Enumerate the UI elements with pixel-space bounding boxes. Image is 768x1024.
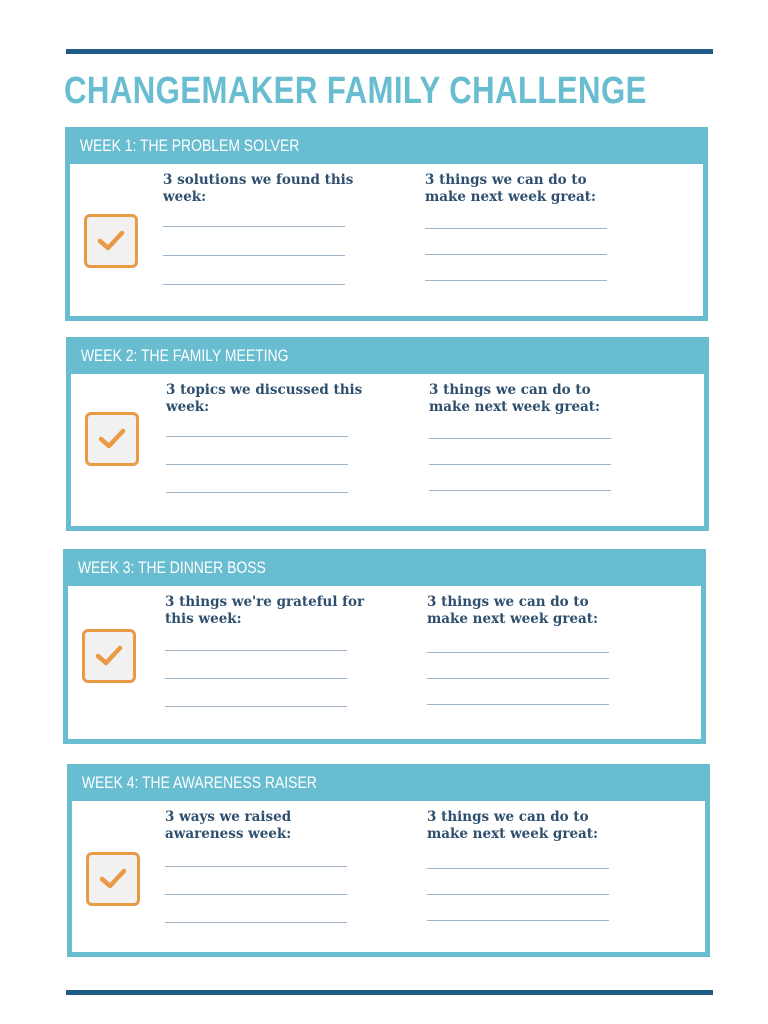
week-4-right-label: 3 things we can do to make next week great:: [427, 809, 599, 842]
write-in-line[interactable]: [165, 650, 347, 651]
week-3-right-label: 3 things we can do to make next week great:: [427, 594, 599, 627]
checkmark-icon: [97, 229, 125, 253]
week-2-card: [66, 337, 709, 531]
write-in-line[interactable]: [427, 920, 609, 921]
week-1-left-column: [163, 172, 363, 206]
week-2-checkbox[interactable]: [85, 412, 139, 466]
week-2-right-label: 3 things we can do to make next week great:: [429, 382, 601, 415]
write-in-line[interactable]: [427, 678, 609, 679]
week-1-left-label: 3 solutions we found this week:: [163, 172, 354, 205]
write-in-line[interactable]: [165, 866, 347, 867]
checkmark-icon: [99, 867, 127, 891]
write-in-line[interactable]: [427, 894, 609, 895]
week-2-header: WEEK 2: THE FAMILY MEETING: [80, 346, 289, 365]
week-1-header: WEEK 1: THE PROBLEM SOLVER: [79, 136, 300, 155]
week-2-left-label: 3 topics we discussed this week:: [166, 382, 363, 415]
week-4-left-label: 3 ways we raised awareness week:: [165, 809, 292, 842]
week-4-header: WEEK 4: THE AWARENESS RAISER: [81, 773, 317, 792]
week-3-left-label: 3 things we're grateful for this week:: [165, 594, 365, 627]
week-4-checkbox[interactable]: [86, 852, 140, 906]
write-in-line[interactable]: [165, 706, 347, 707]
write-in-line[interactable]: [429, 438, 611, 439]
write-in-line[interactable]: [166, 464, 348, 465]
week-2-body: [71, 374, 704, 526]
write-in-line[interactable]: [425, 254, 607, 255]
week-4-card: [67, 764, 710, 957]
write-in-line[interactable]: [163, 226, 345, 227]
checkmark-icon: [95, 644, 123, 668]
week-3-right-column: [427, 594, 627, 628]
write-in-line[interactable]: [165, 678, 347, 679]
bottom-divider: [66, 990, 713, 995]
week-1-right-column: [425, 172, 625, 206]
week-4-right-column: [427, 809, 627, 843]
write-in-line[interactable]: [165, 894, 347, 895]
page-title: CHANGEMAKER FAMILY CHALLENGE: [64, 70, 647, 112]
week-1-right-label: 3 things we can do to make next week great:: [425, 172, 597, 205]
write-in-line[interactable]: [163, 255, 345, 256]
week-3-left-column: [165, 594, 365, 628]
write-in-line[interactable]: [427, 868, 609, 869]
checkmark-icon: [98, 427, 126, 451]
write-in-line[interactable]: [429, 490, 611, 491]
week-4-body: [72, 801, 705, 952]
week-2-left-column: [166, 382, 366, 416]
write-in-line[interactable]: [166, 436, 348, 437]
week-3-header: WEEK 3: THE DINNER BOSS: [77, 558, 266, 577]
write-in-line[interactable]: [165, 922, 347, 923]
write-in-line[interactable]: [166, 492, 348, 493]
week-4-left-column: [165, 809, 365, 843]
write-in-line[interactable]: [163, 284, 345, 285]
week-1-card: [65, 127, 708, 321]
week-3-body: [68, 586, 701, 739]
write-in-line[interactable]: [427, 704, 609, 705]
week-3-checkbox[interactable]: [82, 629, 136, 683]
write-in-line[interactable]: [425, 280, 607, 281]
write-in-line[interactable]: [425, 228, 607, 229]
week-1-checkbox[interactable]: [84, 214, 138, 268]
top-divider: [66, 49, 713, 54]
week-1-body: [70, 164, 703, 316]
write-in-line[interactable]: [427, 652, 609, 653]
write-in-line[interactable]: [429, 464, 611, 465]
week-2-right-column: [429, 382, 629, 416]
week-3-card: [63, 549, 706, 744]
